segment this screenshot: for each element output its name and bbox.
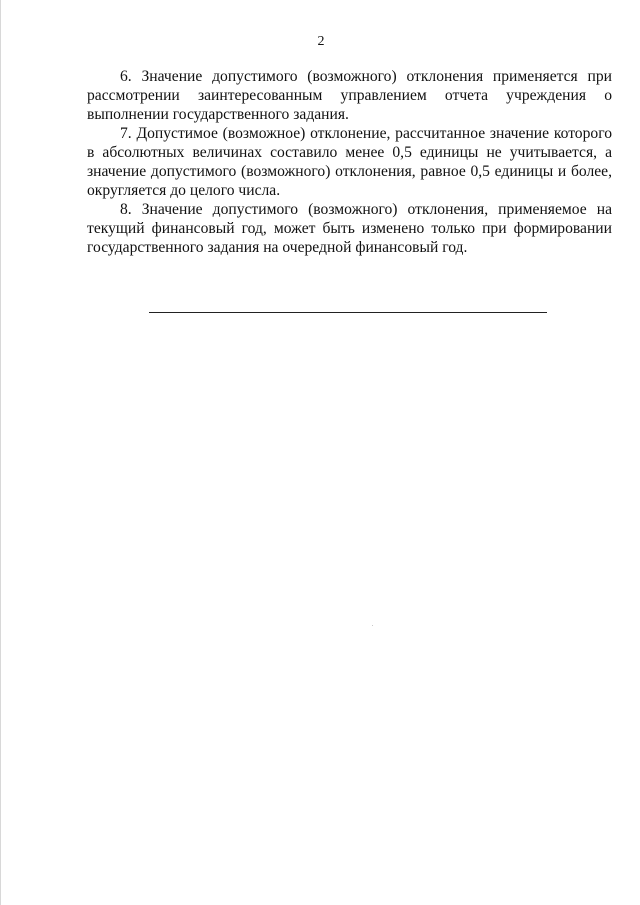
paragraph-item-6: 6. Значение допустимого (возможного) отклонения применяется при рассмотрении заинтересованным управлением отчета учреждения о выполнении государственного задания.	[87, 68, 612, 123]
paragraph-item-7: 7. Допустимое (возможное) отклонение, рассчитанное значение которого в абсолютных величинах составило менее 0,5 единицы не учитывается, а значение допустимого (возможного) отклонения, равное 0,5 единицы и более, округляется до целого числа.	[87, 125, 612, 199]
paragraph-item-8: 8. Значение допустимого (возможного) отклонения, применяемое на текущий финансовый год, может быть изменено только при формировании государственного задания на очередной финансовый год.	[87, 201, 612, 256]
document-body	[87, 67, 612, 257]
page-number: 2	[317, 34, 325, 49]
scan-speck	[372, 625, 373, 626]
end-of-text-divider	[149, 312, 547, 313]
